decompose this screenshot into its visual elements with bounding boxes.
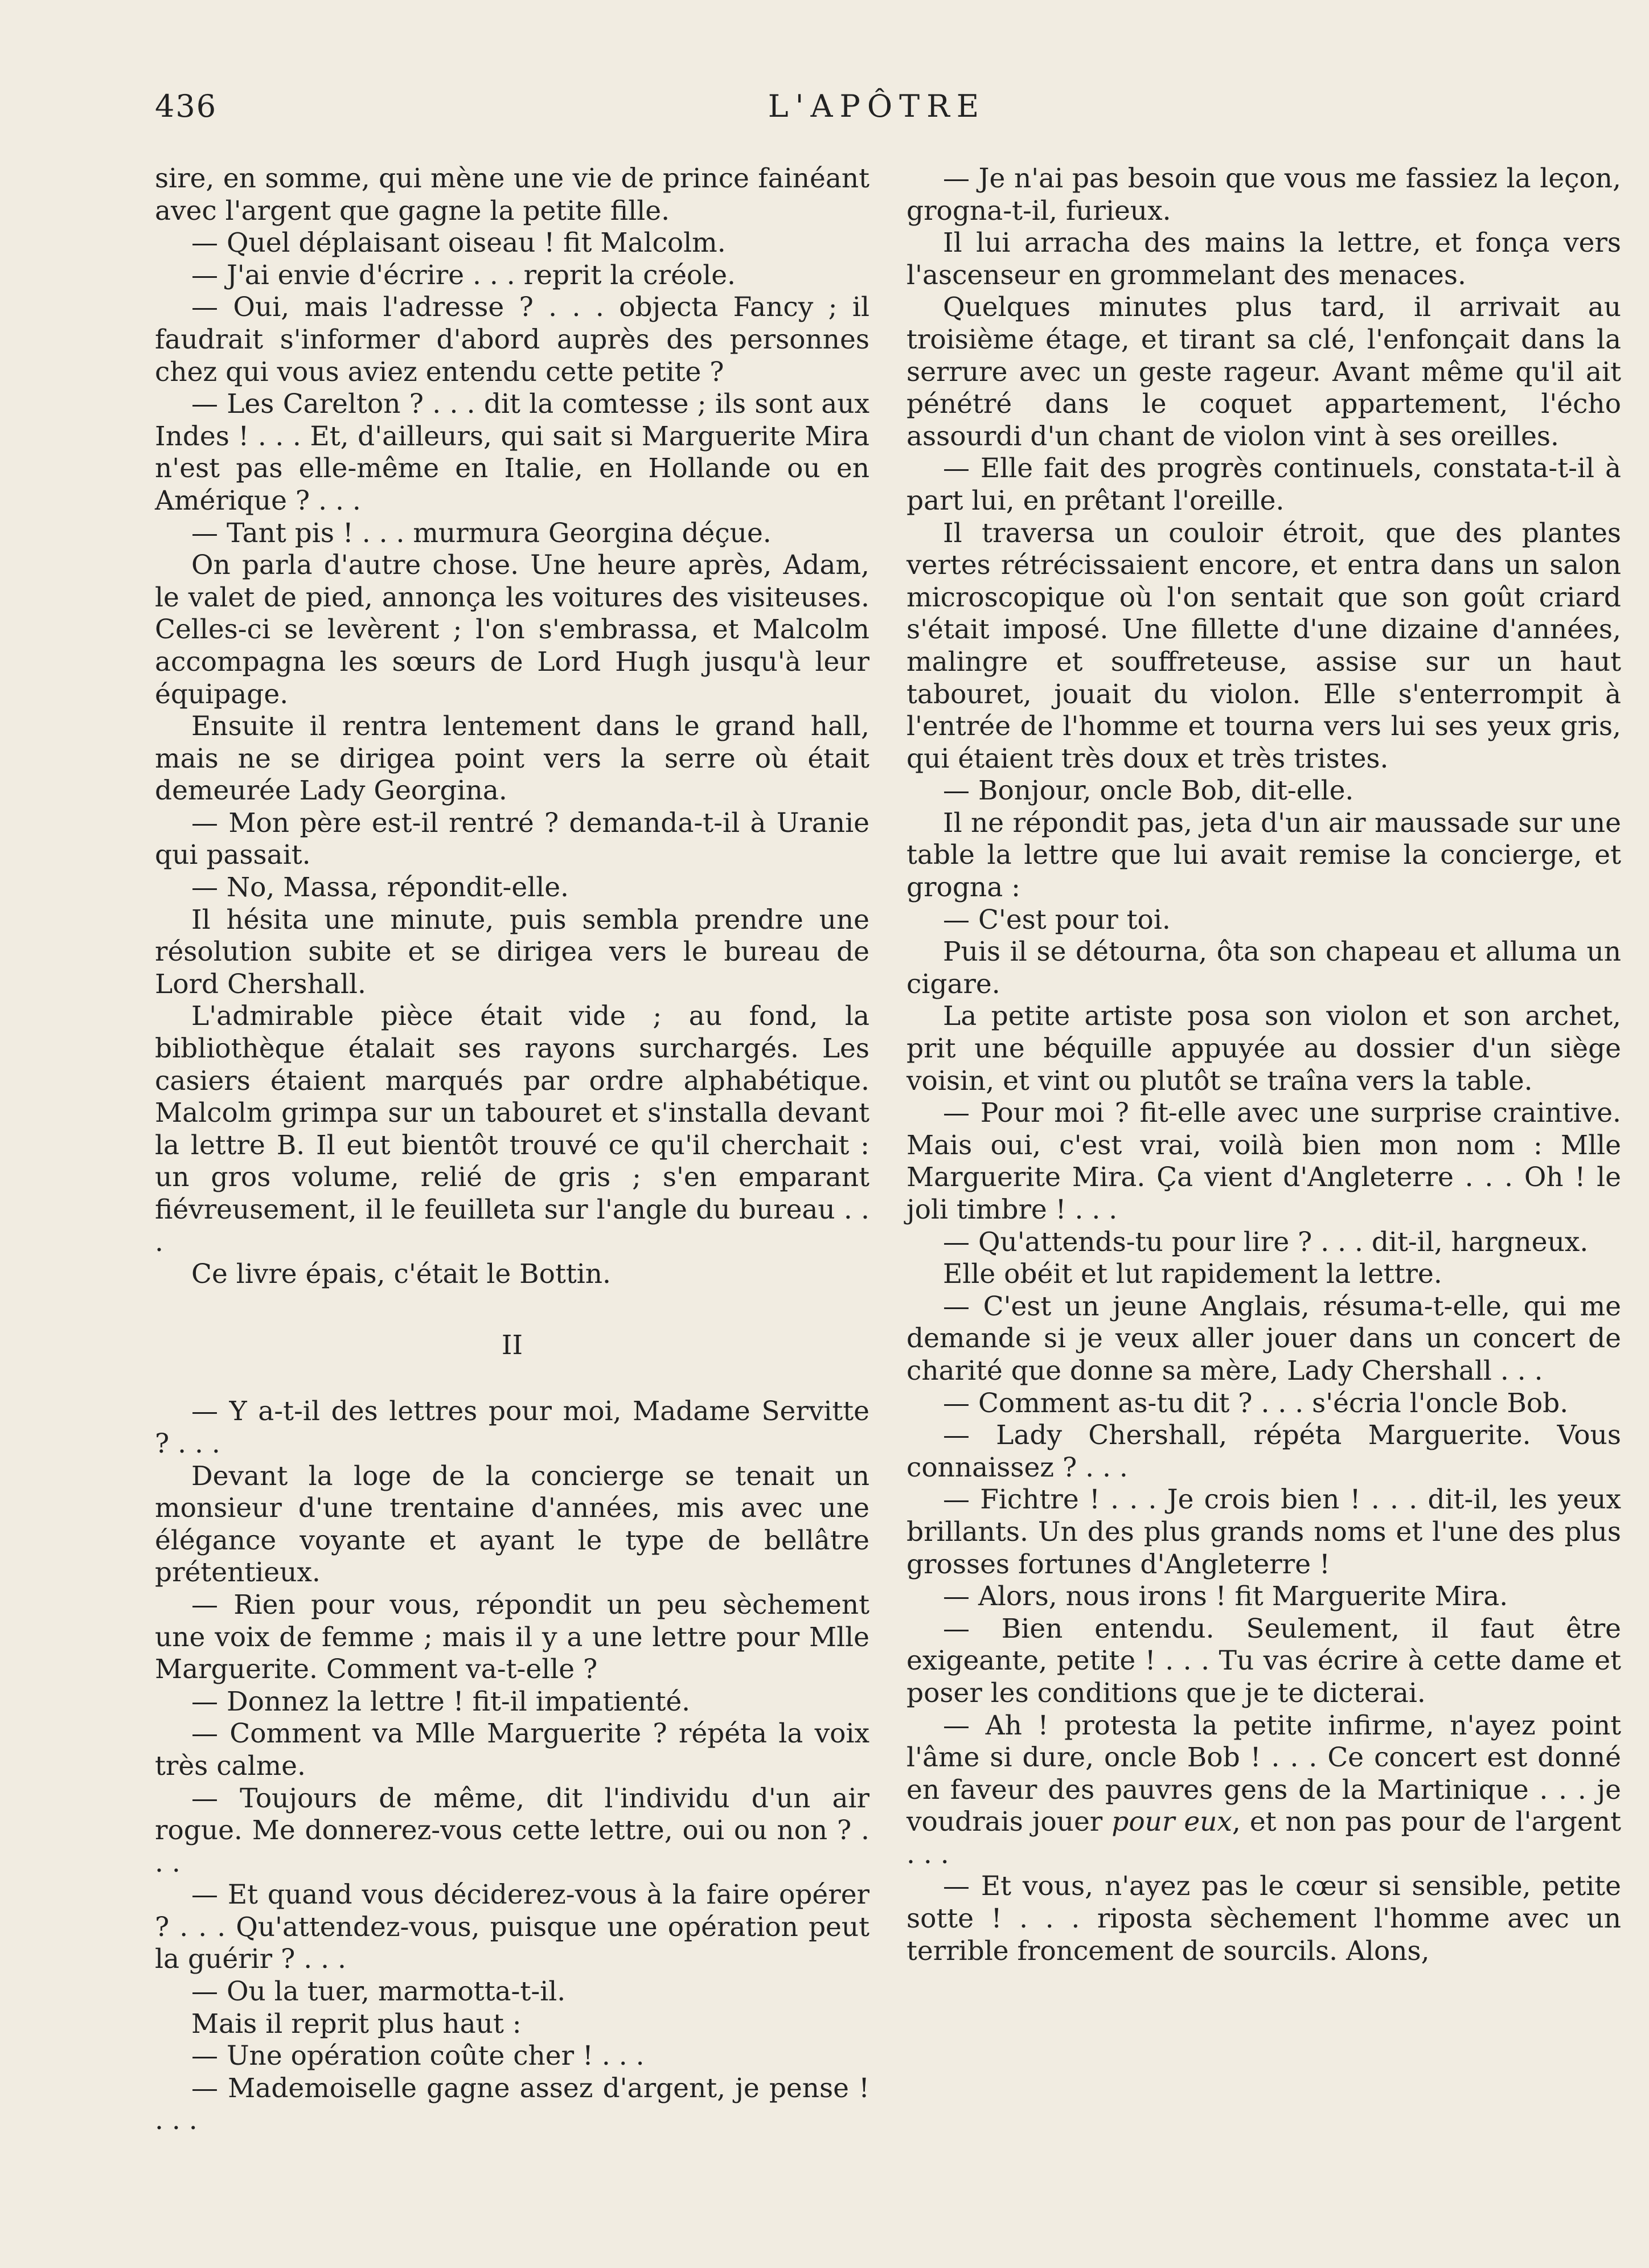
paragraph: — C'est pour toi.: [943, 904, 1171, 936]
paragraph: On parla d'autre chose. Une heure après, Adam, le valet de pied, annonça les voitures des visiteuses. Celles-ci se levèrent ; l'on s'embrassa, et Malcolm accompagna les sœurs de Lord Hugh jusqu'à leur équipage.: [155, 549, 869, 710]
paragraph: — Je n'ai pas besoin que vous me fassiez la leçon, grogna-t-il, furieux.: [906, 163, 1621, 227]
emphasis: pour eux: [1111, 1806, 1232, 1838]
paragraph: — Bien entendu. Seulement, il faut être exigeante, petite ! . . . Tu vas écrire à cette dame et poser les conditions que je te dicterai.: [906, 1613, 1621, 1709]
paragraph: — Y a-t-il des lettres pour moi, Madame Servitte ? . . .: [155, 1396, 869, 1459]
paragraph: Il lui arracha des mains la lettre, et fonça vers l'ascenseur en grommelant des menaces.: [906, 227, 1621, 291]
paragraph: La petite artiste posa son violon et son archet, prit une béquille appuyée au dossier d'un siège voisin, et vint ou plutôt se traîna vers la table.: [906, 1000, 1621, 1097]
paragraph: — C'est un jeune Anglais, résuma-t-elle, qui me demande si je veux aller jouer dans un concert de charité que donne sa mère, Lady Chershall . . .: [906, 1290, 1621, 1387]
paragraph: — Oui, mais l'adresse ? . . . objecta Fancy ; il faudrait s'informer d'abord auprès des personnes chez qui vous aviez entendu cette petite ?: [155, 292, 869, 388]
paragraph: — Qu'attends-tu pour lire ? . . . dit-il, hargneux.: [943, 1226, 1589, 1258]
paragraph: — Et quand vous déciderez-vous à la faire opérer ? . . . Qu'attendez-vous, puisque une opération peut la guérir ? . . .: [155, 1879, 869, 1975]
paragraph-text: , et non pas pour de l'argent . . .: [906, 1806, 1621, 1870]
paragraph: — Elle fait des progrès continuels, constata-t-il à part lui, en prêtant l'oreille.: [906, 453, 1621, 516]
paragraph: Il traversa un couloir étroit, que des plantes vertes rétrécissaient encore, et entra dans un salon microscopique où l'on sentait que son goût criard s'était imposé. Une fillette d'une dizaine d'années, malingre et souffreteuse, assise sur un haut tabouret, jouait du violon. Elle s'enterrompit à l'entrée de l'homme et tourna vers lui ses yeux gris, qui étaient très doux et très tristes.: [906, 517, 1621, 774]
paragraph: — Une opération coûte cher ! . . .: [191, 2040, 645, 2072]
paragraph: — Rien pour vous, répondit un peu sèchement une voix de femme ; mais il y a une lettre pour Mlle Marguerite. Comment va-t-elle ?: [155, 1589, 869, 1685]
paragraph: — Toujours de même, dit l'individu d'un air rogue. Me donnerez-vous cette lettre, oui ou non ? . . .: [155, 1782, 869, 1879]
section-heading: II: [501, 1329, 523, 1361]
paragraph: Ensuite il rentra lentement dans le grand hall, mais ne se dirigea point vers la serre où était demeurée Lady Georgina.: [155, 711, 869, 807]
paragraph: — Pour moi ? fit-elle avec une surprise craintive. Mais oui, c'est vrai, voilà bien mon nom : Mlle Marguerite Mira. Ça vient d'Angleterre . . . Oh ! le joli timbre ! . . .: [906, 1097, 1621, 1225]
paragraph: Puis il se détourna, ôta son chapeau et alluma un cigare.: [906, 936, 1621, 1000]
paragraph: Mais il reprit plus haut :: [191, 2008, 522, 2040]
paragraph: Ce livre épais, c'était le Bottin.: [191, 1258, 611, 1290]
paragraph: L'admirable pièce était vide ; au fond, la bibliothèque étalait ses rayons surchargés. Les casiers étaient marqués par ordre alphabétique. Malcolm grimpa sur un tabouret et s'installa devant la lettre B. Il eut bientôt trouvé ce qu'il cherchait : un gros volume, relié de gris ; s'en emparant fiévreusement, il le feuilleta sur l'angle du bureau . . .: [155, 1000, 869, 1258]
paragraph: — Mon père est-il rentré ? demanda-t-il à Uranie qui passait.: [155, 807, 869, 871]
paragraph: — Donnez la lettre ! fit-il impatienté.: [191, 1685, 691, 1717]
paragraph: — Et vous, n'ayez pas le cœur si sensible, petite sotte ! . . . riposta sèchement l'homme avec un terrible froncement de sourcils. Alons,: [906, 1871, 1621, 1967]
running-title: L'APÔTRE: [768, 88, 986, 124]
paragraph: Il hésita une minute, puis sembla prendre une résolution subite et se dirigea vers le bureau de Lord Chershall.: [155, 904, 869, 1000]
right-column: [906, 163, 1621, 1967]
page-number: 436: [155, 88, 218, 124]
paragraph: — Alors, nous irons ! fit Marguerite Mira.: [943, 1581, 1508, 1613]
paragraph-text: — Ah ! protesta la petite infirme, n'ayez point l'âme si dure, oncle Bob ! . . . Ce concert est donné en faveur des pauvres gens de la Martinique . . . je voudrais jouer: [906, 1709, 1621, 1838]
paragraph: — Ou la tuer, marmotta-t-il.: [191, 1976, 566, 2008]
paragraph: — Bonjour, oncle Bob, dit-elle.: [943, 775, 1354, 807]
paragraph: sire, en somme, qui mène une vie de prince fainéant avec l'argent que gagne la petite fille.: [155, 163, 869, 227]
paragraph: Elle obéit et lut rapidement la lettre.: [943, 1258, 1442, 1290]
left-column: [155, 163, 869, 2137]
paragraph: — J'ai envie d'écrire . . . reprit la créole.: [191, 259, 736, 291]
paragraph: Quelques minutes plus tard, il arrivait au troisième étage, et tirant sa clé, l'enfonçait dans la serrure avec un geste rageur. Avant même qu'il ait pénétré dans le coquet appartement, l'écho assourdi d'un chant de violon vint à ses oreilles.: [906, 292, 1621, 452]
paragraph: — Comment va Mlle Marguerite ? répéta la voix très calme.: [155, 1718, 869, 1782]
paragraph: — Mademoiselle gagne assez d'argent, je pense ! . . .: [155, 2072, 869, 2136]
paragraph: — Fichtre ! . . . Je crois bien ! . . . dit-il, les yeux brillants. Un des plus grands noms et l'une des plus grosses fortunes d'Angleterre !: [906, 1484, 1621, 1580]
paragraph: — Comment as-tu dit ? . . . s'écria l'oncle Bob.: [943, 1387, 1569, 1419]
paragraph: Il ne répondit pas, jeta d'un air maussade sur une table la lettre que lui avait remise la concierge, et grogna :: [906, 807, 1621, 904]
paragraph: — No, Massa, répondit-elle.: [191, 872, 569, 904]
paragraph: — Lady Chershall, répéta Marguerite. Vous connaissez ? . . .: [906, 1420, 1621, 1483]
paragraph: — Les Carelton ? . . . dit la comtesse ; ils sont aux Indes ! . . . Et, d'ailleurs, qui sait si Marguerite Mira n'est pas elle-même en Italie, en Hollande ou en Amérique ? . . .: [155, 388, 869, 516]
paragraph: [906, 1710, 1621, 1871]
paragraph: — Tant pis ! . . . murmura Georgina déçue.: [191, 517, 772, 549]
paragraph: — Quel déplaisant oiseau ! fit Malcolm.: [191, 227, 726, 259]
paragraph: Devant la loge de la concierge se tenait un monsieur d'une trentaine d'années, mis avec une élégance voyante et ayant le type de bellâtre prétentieux.: [155, 1460, 869, 1589]
